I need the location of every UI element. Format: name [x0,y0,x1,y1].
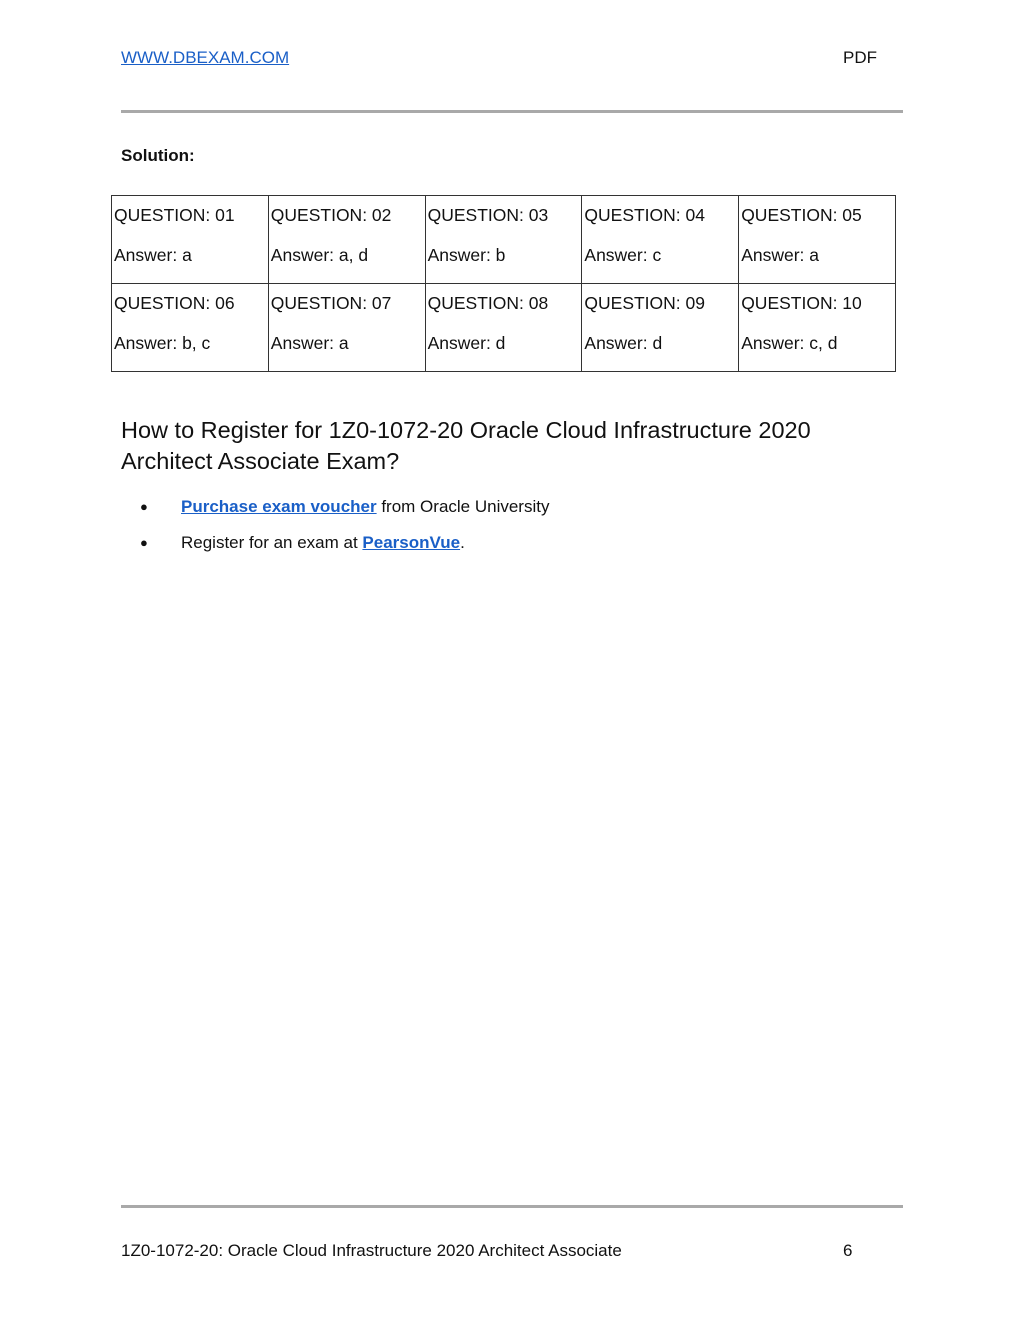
header-divider [121,110,903,113]
answer-value: Answer: a [114,245,192,265]
answer-value: Answer: a [741,245,819,265]
answer-value: Answer: b [427,245,506,265]
table-row [112,196,896,284]
answer-value: Answer: d [584,333,663,353]
item-prefix-text: Register for an exam at [181,533,363,552]
item-suffix-text: . [460,533,465,552]
answer-value: Answer: b, c [114,333,211,353]
question-number: QUESTION: 02 [270,205,392,225]
question-number: QUESTION: 05 [741,205,862,225]
site-link[interactable]: WWW.DBEXAM.COM [121,48,290,67]
footer-divider [121,1205,903,1208]
list-item-text [181,496,549,518]
table-cell [739,196,896,284]
format-label: PDF [843,48,877,67]
item-suffix-text: from Oracle University [376,497,550,516]
question-number: QUESTION: 07 [270,293,392,313]
table-cell [582,284,739,372]
table-cell [425,284,582,372]
bullet-icon: ● [140,499,148,514]
question-number: QUESTION: 09 [584,293,705,313]
solution-label: Solution: [121,146,195,165]
answer-value: Answer: c [584,245,662,265]
table-cell [425,196,582,284]
answer-value: Answer: a [270,333,349,353]
answer-value: Answer: a, d [270,245,369,265]
answer-value: Answer: d [427,333,506,353]
footer-title: 1Z0-1072-20: Oracle Cloud Infrastructure 2020 Architect Associate [121,1241,622,1260]
purchase-voucher-link[interactable]: Purchase exam voucher [181,497,377,516]
table-cell [268,196,425,284]
question-number: QUESTION: 03 [427,205,549,225]
bullet-icon: ● [140,535,148,550]
list-item-text [181,532,465,554]
table-cell [112,196,269,284]
register-heading: How to Register for 1Z0-1072-20 Oracle Cloud Infrastructure 2020 Architect Associate Exam? [121,417,811,474]
question-number: QUESTION: 06 [114,293,235,313]
table-cell [112,284,269,372]
question-number: QUESTION: 01 [114,205,235,225]
table-cell [268,284,425,372]
page-number: 6 [843,1241,853,1260]
pearsonvue-link[interactable]: PearsonVue [362,533,461,552]
question-number: QUESTION: 04 [584,205,705,225]
answer-table [111,195,896,372]
question-number: QUESTION: 08 [427,293,549,313]
table-cell [582,196,739,284]
table-cell [739,284,896,372]
question-number: QUESTION: 10 [741,293,862,313]
answer-value: Answer: c, d [741,333,838,353]
table-row [112,284,896,372]
